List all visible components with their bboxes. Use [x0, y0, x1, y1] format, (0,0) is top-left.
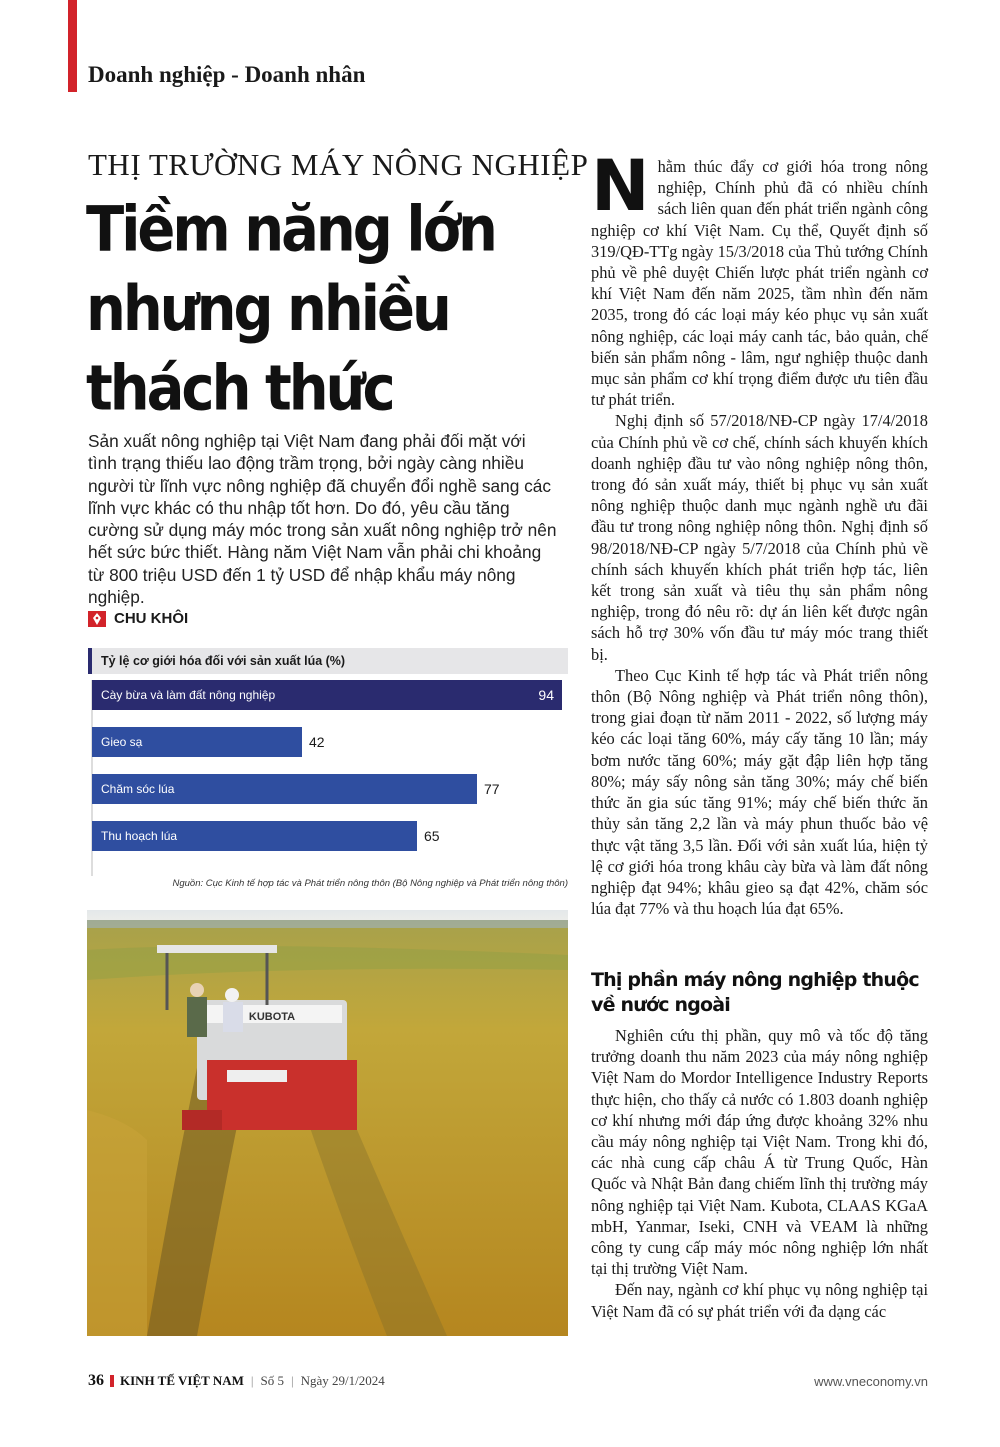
page-number: 36: [88, 1372, 104, 1389]
article-lead: Sản xuất nông nghiệp tại Việt Nam đang phải đối mặt với tình trạng thiếu lao động trầm trọng, bởi ngày càng nhiều người từ lĩnh vực nông nghiệp đã chuyển đổi nghề sang các lĩnh vực khác có thu nhập tốt hơn. Do đó, yêu cầu tăng cường sử dụng máy móc trong sản xuất nông nghiệp trở nên hết sức bức thiết. Hàng năm Việt Nam vẫn phải chi khoảng từ 800 triệu USD đến 1 tỷ USD để nhập khẩu máy nông nghiệp.: [88, 431, 557, 608]
article-body-column: [591, 145, 928, 919]
chart-title: Tỷ lệ cơ giới hóa đối với sản xuất lúa (%): [101, 654, 346, 668]
bar-category-label: Cày bừa và làm đất nông nghiệp: [101, 688, 276, 702]
article-headline: Tiềm năng lớn nhưng nhiều thách thức: [86, 193, 495, 426]
footer-separator: |: [250, 1373, 254, 1388]
drop-cap: N: [591, 145, 650, 227]
section-marker: [68, 0, 77, 92]
author-name: CHU KHÔI: [114, 610, 189, 627]
paragraph-3: Theo Cục Kinh tế hợp tác và Phát triển nông thôn (Bộ Nông nghiệp và Phát triển nông thôn), trong giai đoạn từ năm 2011 - 2022, số lượng máy kéo các loại tăng 60%, máy cấy tăng 10 lần; máy bơm nước tăng 60%; máy gặt đập liên hợp tăng 80%; máy sấy nông sản tăng 30%; máy chế biến thức ăn gia súc tăng 91%; máy chế biến thức ăn thủy sản tăng 2,2 lần và máy phun thuốc bảo vệ thực vật tăng 3,5 lần. Đối với sản xuất lúa, hiện tỷ lệ cơ giới hóa trong khâu cày bừa và làm đất nông nghiệp đạt 94%; khâu gieo sạ đạt 42%, chăm sóc lúa đạt 77% và thu hoạch lúa đạt 65%.: [591, 665, 928, 919]
website-url[interactable]: www.vneconomy.vn: [814, 1373, 928, 1389]
bar-value-label: 42: [309, 734, 325, 750]
footer-marker: [110, 1375, 114, 1387]
issue-date: Ngày 29/1/2024: [300, 1373, 385, 1388]
bar-chart: [88, 680, 568, 876]
chart-source: Nguồn: Cục Kinh tế hợp tác và Phát triển nông thôn (Bộ Nông nghiệp và Phát triển nông thôn): [172, 878, 568, 889]
bar-value-label: 94: [538, 687, 554, 703]
bar-category-label: Thu hoạch lúa: [101, 829, 178, 843]
page-footer: [88, 1372, 928, 1390]
chart-title-bar: [88, 648, 568, 674]
bar-value-label: 77: [484, 781, 500, 797]
magazine-name: KINH TẾ VIỆT NAM: [120, 1373, 244, 1388]
mechanization-chart: [88, 648, 568, 889]
article-body-column-2: [591, 1025, 928, 1322]
article-subhead: Thị phần máy nông nghiệp thuộc về nước ngoài: [591, 969, 919, 1016]
section-title: Doanh nghiệp - Doanh nhân: [88, 62, 366, 87]
machine-label: KUBOTA: [248, 1011, 296, 1023]
rice-field-harvester-image: [87, 910, 568, 1336]
harvester-canopy: [157, 945, 277, 953]
pen-icon: [88, 611, 106, 627]
bar-value-label: 65: [424, 828, 440, 844]
paragraph-5: Đến nay, ngành cơ khí phục vụ nông nghiệp tại Việt Nam đã có sự phát triển với đa dạng các: [591, 1280, 928, 1321]
paragraph-2: Nghị định số 57/2018/NĐ-CP ngày 17/4/2018 của Chính phủ về cơ chế, chính sách khuyến khích doanh nghiệp đầu tư vào nông nghiệp nông thôn, trong đó sản xuất máy, thiết bị phục vụ sản xuất nông nghiệp thuộc danh mục ngành nghề ưu đãi đầu tư trong nông nghiệp nông thôn. Nghị định số 98/2018/NĐ-CP ngày 5/7/2018 của Chính phủ về chính sách khuyến khích phát triển hợp tác, liên kết trong sản xuất và tiêu thụ sản phẩm nông nghiệp, trong đó nêu rõ: dự án liên kết được ngân sách hỗ trợ 30% vốn đầu tư máy móc trang thiết bị.: [591, 411, 928, 664]
harvester-photo: [87, 910, 568, 1336]
paragraph-4: Nghiên cứu thị phần, quy mô và tốc độ tăng trưởng doanh thu năm 2023 của máy nông nghiệp Việt Nam do Mordor Intelligence Industry Reports thực hiện, cho thấy cả nước có 1.803 doanh nghiệp cơ khí nhưng mới đáp ứng được khoảng 32% nhu cầu máy nông nghiệp tại Việt Nam. Trong khi đó, các nhà cung cấp châu Á từ Trung Quốc, Hàn Quốc và Nhật Bản đang chiếm lĩnh thị trường máy nông nghiệp tại Việt Nam. Kubota, CLAAS KGaA mbH, Yanmar, Iseki, CNH và VEAM là những công ty cung cấp máy móc nông nghiệp lớn nhất tại thị trường Việt Nam.: [591, 1026, 928, 1279]
article-kicker: THỊ TRƯỜNG MÁY NÔNG NGHIỆP: [88, 147, 589, 182]
bar-category-label: Chăm sóc lúa: [101, 782, 175, 796]
bar-category-label: Gieo sạ: [101, 735, 143, 749]
farmer-figure: [190, 983, 204, 997]
issue-number: Số 5: [260, 1373, 284, 1388]
byline: [88, 610, 188, 627]
footer-separator: |: [291, 1373, 294, 1388]
paragraph-1: Nhằm thúc đẩy cơ giới hóa trong nông nghiệp, Chính phủ đã có nhiều chính sách liên quan đến phát triển ngành công nghiệp cơ khí Việt Nam. Cụ thể, Quyết định số 319/QĐ-TTg ngày 15/3/2018 của Thủ tướng Chính phủ về phê duyệt Chiến lược phát triển ngành cơ khí Việt Nam đến năm 2025, tầm nhìn đến năm 2035, trong đó các loại máy kéo phục vụ sản xuất nông nghiệp, các loại máy canh tác, bảo quản, chế biến sản phẩm nông - lâm, ngư nghiệp thuộc danh mục sản phẩm cơ khí trọng điểm được ưu tiên đầu tư phát triển.: [591, 145, 928, 410]
